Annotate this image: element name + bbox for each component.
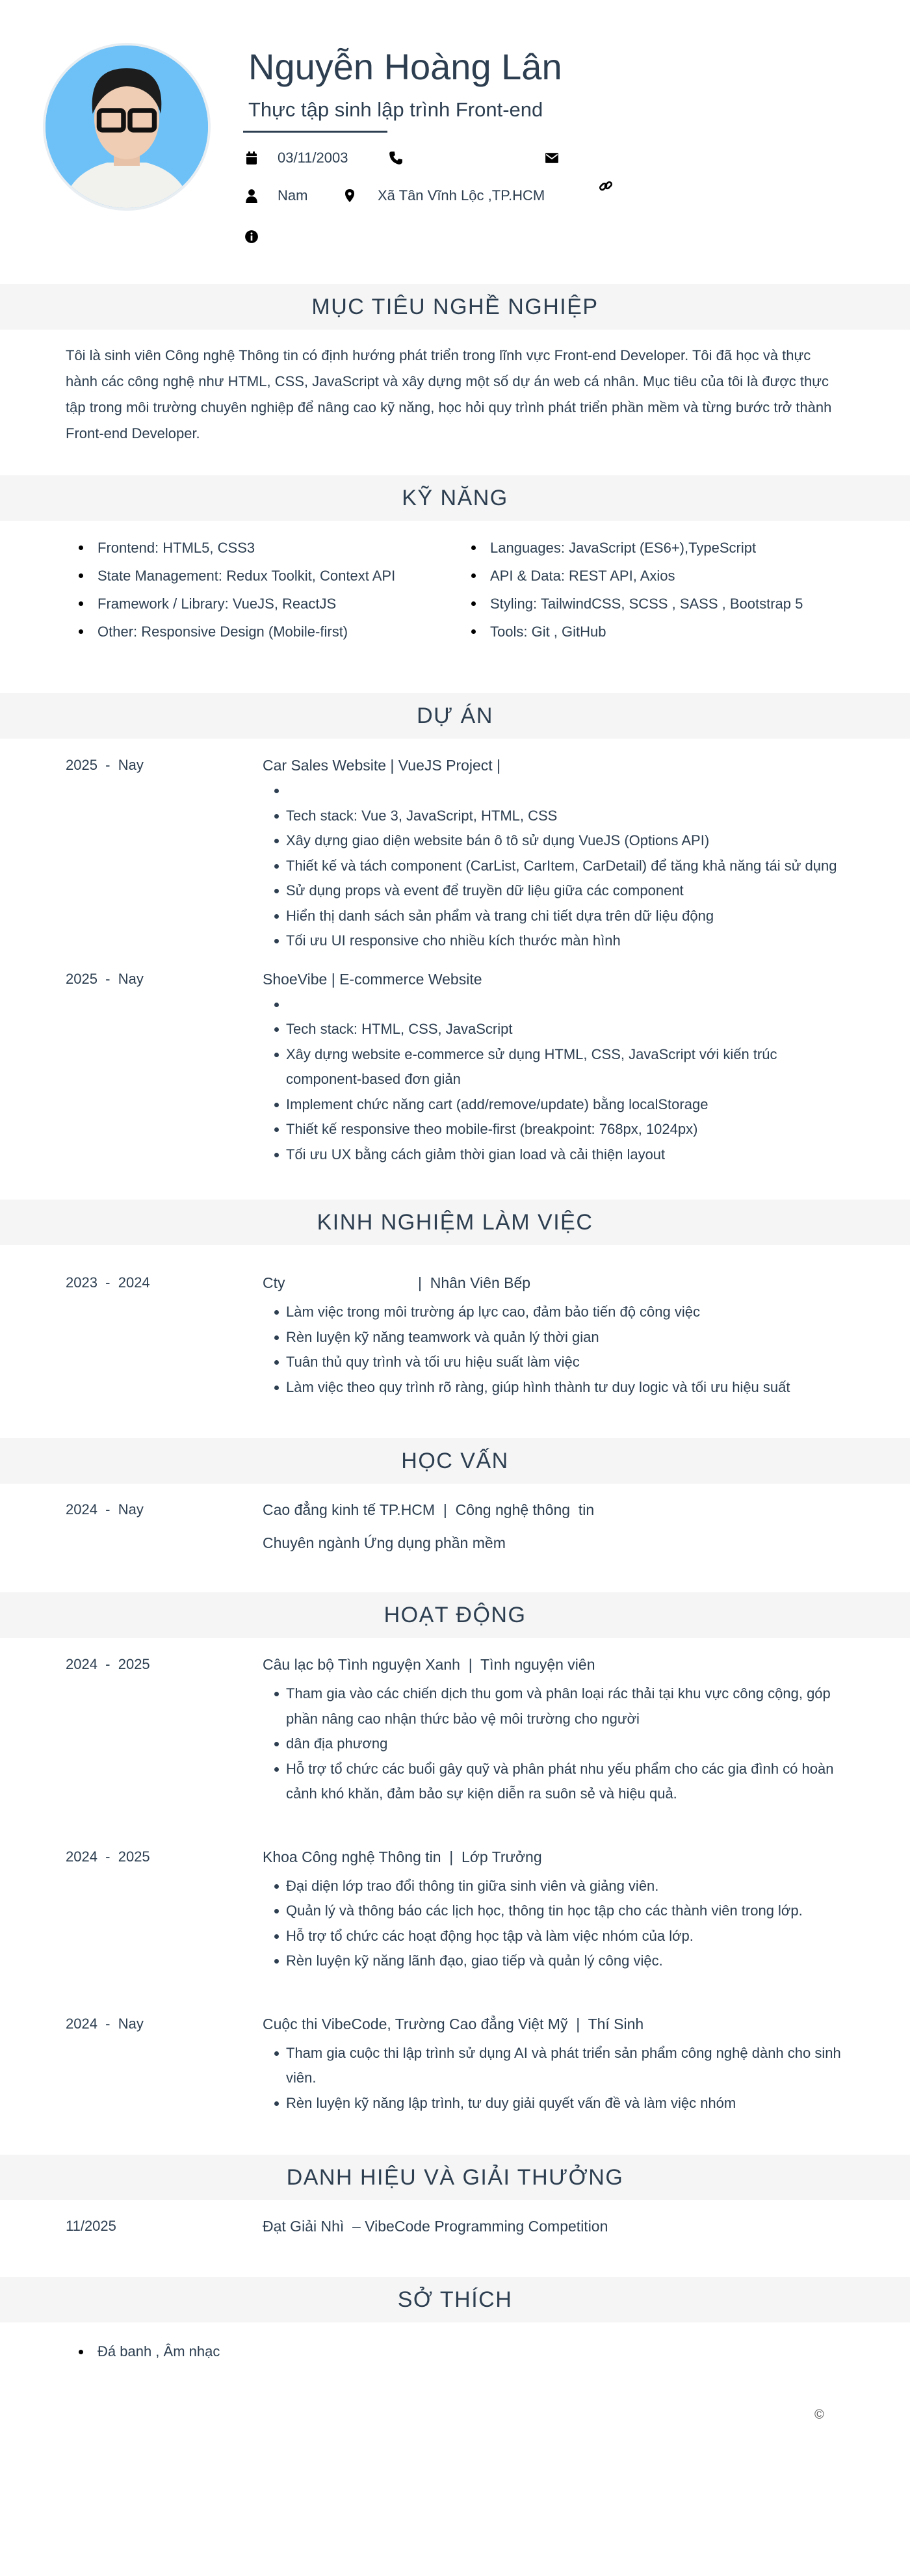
entry-title: Đạt Giải Nhì – VibeCode Programming Competition — [263, 2218, 608, 2235]
entry-body — [263, 1844, 848, 1974]
experience-section — [0, 1200, 910, 1400]
bullet-item: Xây dựng website e-commerce sử dụng HTML, CSS, JavaScript với kiến trúc component-based đơn giản — [274, 1042, 848, 1092]
entry-bullets — [263, 1874, 848, 1974]
bullet-item: Tham gia cuộc thi lập trình sử dụng AI và phát triển sản phẩm công nghệ dành cho sinh viên. — [274, 2041, 848, 2091]
entry-bullets — [263, 1681, 848, 1807]
skills-list — [0, 521, 910, 646]
job-title: Thực tập sinh lập trình Front-end — [248, 98, 543, 121]
skill-item: API & Data: REST API, Axios — [471, 562, 835, 590]
entry-row — [0, 1651, 910, 1807]
email-icon[interactable] — [544, 150, 560, 166]
skill-item: Other: Responsive Design (Mobile-first) — [79, 618, 471, 646]
section-header — [0, 2277, 910, 2322]
avatar — [43, 43, 211, 211]
entry-date: 2025 - Nay — [66, 970, 144, 987]
awards-section — [0, 2155, 910, 2239]
entry-body — [263, 1651, 848, 1807]
activities-section — [0, 1592, 910, 2116]
section-header — [0, 2155, 910, 2200]
skill-item: Tools: Git , GitHub — [471, 618, 835, 646]
entry-title: Khoa Công nghệ Thông tin | Lớp Trưởng — [263, 1848, 542, 1865]
projects-list — [0, 739, 910, 1167]
section-title: KỸ NĂNG — [402, 485, 508, 510]
bullet-item: Đại diện lớp trao đổi thông tin giữa sinh viên và giảng viên. — [274, 1874, 848, 1899]
bullet-item: Hiển thị danh sách sản phẩm và trang chi tiết dựa trên dữ liệu động — [274, 904, 848, 929]
entry-body — [263, 1497, 848, 1556]
entry-date: 2024 - 2025 — [66, 1656, 150, 1672]
entry-body — [263, 2213, 848, 2239]
birthday: 03/11/2003 — [278, 150, 348, 166]
skills-section — [0, 475, 910, 646]
entry-title: Câu lạc bộ Tình nguyện Xanh | Tình nguyện viên — [263, 1656, 595, 1673]
entry-body — [263, 966, 848, 1168]
entry-body — [263, 2011, 848, 2116]
skill-item: Framework / Library: VueJS, ReactJS — [79, 590, 471, 618]
entry-row — [0, 1497, 910, 1556]
entry-date: 2025 - Nay — [66, 757, 144, 773]
bullet-item: Thiết kế và tách component (CarList, CarItem, CarDetail) để tăng khả năng tái sử dụng — [274, 854, 848, 879]
title-underline — [243, 131, 387, 133]
bullet-item: Tuân thủ quy trình và tối ưu hiệu suất làm việc — [274, 1350, 848, 1375]
bullet-item: Quản lý và thông báo các lịch học, thông tin học tập cho các thành viên trong lớp. — [274, 1899, 848, 1924]
entry-body — [263, 1270, 848, 1400]
entry-row — [0, 1270, 910, 1400]
bullet-item: Xây dựng giao diện website bán ô tô sử dụng VueJS (Options API) — [274, 828, 848, 854]
bullet-item: Tech stack: Vue 3, JavaScript, HTML, CSS — [274, 804, 848, 829]
entry-row — [0, 966, 910, 1168]
cv-header — [0, 0, 910, 284]
hobbies-section — [0, 2277, 910, 2365]
entry-date: 2023 - 2024 — [66, 1274, 150, 1291]
bullet-item: Tham gia vào các chiến dịch thu gom và phân loại rác thải tại khu vực công cộng, góp phần nâng cao nhận thức bảo vệ môi trường cho người — [274, 1681, 848, 1731]
section-header — [0, 284, 910, 330]
section-title: SỞ THÍCH — [397, 2287, 513, 2312]
candidate-name: Nguyễn Hoàng Lân — [248, 46, 562, 87]
section-title: KINH NGHIỆM LÀM VIỆC — [317, 1209, 593, 1235]
bullet-item: Rèn luyện kỹ năng lập trình, tư duy giải quyết vấn đề và làm việc nhóm — [274, 2091, 848, 2116]
link-icon[interactable] — [598, 177, 614, 194]
entry-bullets — [263, 992, 848, 1168]
bullet-item: Implement chức năng cart (add/remove/update) bằng localStorage — [274, 1092, 848, 1118]
bullet-item: Thiết kế responsive theo mobile-first (breakpoint: 768px, 1024px) — [274, 1117, 848, 1142]
entry-date: 2024 - Nay — [66, 2015, 144, 2032]
entry-title: Cuộc thi VibeCode, Trường Cao đẳng Việt Mỹ | Thí Sinh — [263, 2015, 644, 2032]
bullet-item: Làm việc trong môi trường áp lực cao, đảm bảo tiến độ công việc — [274, 1300, 848, 1325]
info-icon — [244, 228, 259, 245]
address: Xã Tân Vĩnh Lộc ,TP.HCM — [378, 187, 545, 204]
calendar-icon — [244, 150, 259, 166]
awards-list — [0, 2200, 910, 2239]
location-pin-icon — [342, 187, 358, 204]
bullet-item: Hỗ trợ tổ chức các buổi gây quỹ và phân phát nhu yếu phẩm cho các gia đình có hoàn cảnh khó khăn, đảm bảo sự kiện diễn ra suôn sẻ và hiệu quả. — [274, 1757, 848, 1807]
entry-date: 2024 - Nay — [66, 1501, 144, 1518]
bullet-item: Sử dụng props và event để truyền dữ liệu giữa các component — [274, 878, 848, 904]
skill-item: Styling: TailwindCSS, SCSS , SASS , Bootstrap 5 — [471, 590, 835, 618]
copyright: © — [814, 2408, 824, 2422]
entry-row — [0, 2213, 910, 2239]
section-title: HỌC VẤN — [401, 1448, 509, 1473]
entry-row — [0, 2011, 910, 2116]
hobby-item: Đá banh , Âm nhạc — [79, 2339, 910, 2365]
skill-item: Languages: JavaScript (ES6+),TypeScript — [471, 534, 835, 562]
bullet-item: Hỗ trợ tổ chức các hoạt động học tập và làm việc nhóm của lớp. — [274, 1924, 848, 1949]
education-list — [0, 1484, 910, 1556]
bullet-item: dân địa phương — [274, 1731, 848, 1757]
section-title: DANH HIỆU VÀ GIẢI THƯỞNG — [286, 2164, 624, 2190]
entry-body — [263, 752, 848, 954]
skill-item: State Management: Redux Toolkit, Context API — [79, 562, 471, 590]
bullet-item: Làm việc theo quy trình rõ ràng, giúp hình thành tư duy logic và tối ưu hiệu suất — [274, 1375, 848, 1400]
entry-row — [0, 1844, 910, 1974]
bullet-item — [274, 992, 848, 1018]
experience-list — [0, 1245, 910, 1400]
section-header — [0, 693, 910, 739]
gender: Nam — [278, 187, 308, 204]
projects-section — [0, 693, 910, 1167]
entry-title: Car Sales Website | VueJS Project | — [263, 757, 501, 774]
section-title: DỰ ÁN — [417, 703, 493, 728]
entry-date: 2024 - 2025 — [66, 1848, 150, 1865]
hobbies-list — [0, 2322, 910, 2365]
activities-list — [0, 1638, 910, 2116]
entry-bullets — [263, 2041, 848, 2116]
section-header — [0, 1592, 910, 1638]
section-title: HOẠT ĐỘNG — [384, 1602, 526, 1627]
entry-bullets — [263, 1300, 848, 1400]
phone-icon[interactable] — [388, 150, 404, 166]
objective-text: Tôi là sinh viên Công nghệ Thông tin có định hướng phát triển trong lĩnh vực Front-end Developer. Tôi đã học và thực hành các công nghệ như HTML, CSS, JavaScript và xây dựng một số dự án web cá nhân. Mục tiêu của tôi là được thực tập trong môi trường chuyên nghiệp để nâng cao kỹ năng, học hỏi quy trình phát triển phần mềm và từng bước trở thành Front-end Developer. — [66, 347, 832, 441]
bullet-item: Rèn luyện kỹ năng teamwork và quản lý thời gian — [274, 1325, 848, 1350]
entry-title: Cty | Nhân Viên Bếp — [263, 1274, 531, 1291]
section-header — [0, 1438, 910, 1484]
entry-title: Cao đẳng kinh tế TP.HCM | Công nghệ thông tin — [263, 1501, 595, 1518]
bullet-item: Rèn luyện kỹ năng lãnh đạo, giao tiếp và quản lý công việc. — [274, 1949, 848, 1974]
entry-row — [0, 752, 910, 954]
skill-item: Frontend: HTML5, CSS3 — [79, 534, 471, 562]
entry-bullets — [263, 778, 848, 954]
entry-title: ShoeVibe | E-commerce Website — [263, 970, 482, 988]
entry-subtitle: Chuyên ngành Ứng dụng phần mềm — [263, 1534, 506, 1551]
section-header — [0, 1200, 910, 1245]
entry-date: 11/2025 — [66, 2218, 116, 2234]
person-icon — [244, 187, 259, 204]
bullet-item: Tối ưu UI responsive cho nhiều kích thước màn hình — [274, 928, 848, 954]
objective-section — [0, 284, 910, 447]
bullet-item — [274, 778, 848, 804]
bullet-item: Tech stack: HTML, CSS, JavaScript — [274, 1017, 848, 1042]
section-header — [0, 475, 910, 521]
education-section — [0, 1438, 910, 1556]
bullet-item: Tối ưu UX bằng cách giảm thời gian load và cải thiện layout — [274, 1142, 848, 1168]
section-title: MỤC TIÊU NGHỀ NGHIỆP — [311, 294, 599, 319]
